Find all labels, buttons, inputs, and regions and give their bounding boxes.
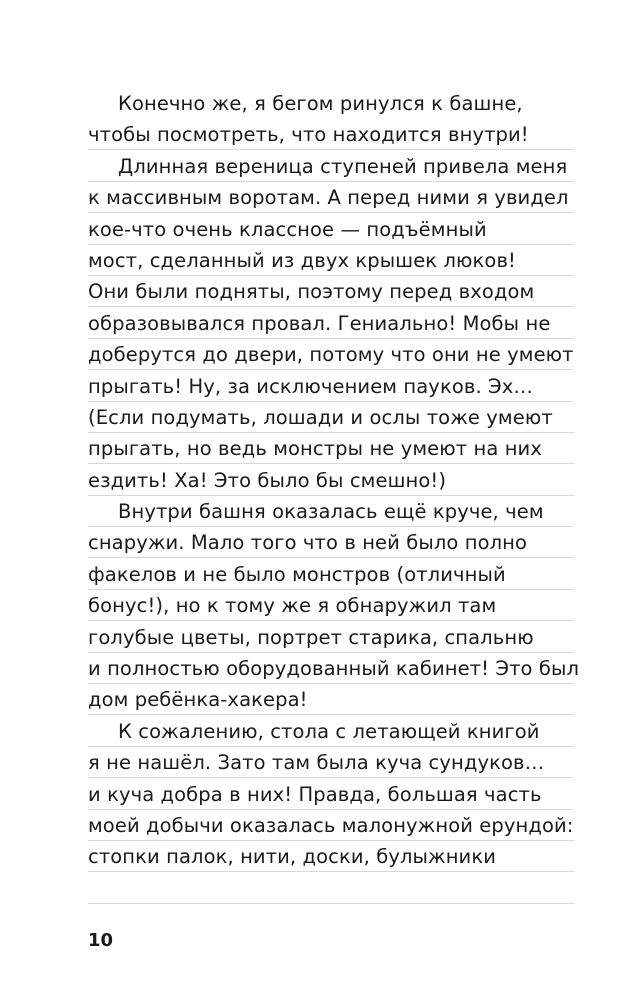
text-line: факелов и не было монстров (отличный <box>88 562 506 586</box>
text-line: ездить! Ха! Это было бы смешно!) <box>88 468 447 492</box>
text-line: Они были подняты, поэтому перед входом <box>88 280 535 304</box>
text-line: дом ребёнка-хакера! <box>88 688 308 712</box>
text-line: бонус!), но к тому же я обнаружил там <box>88 594 497 618</box>
text-line: и куча добра в них! Правда, большая часть <box>88 782 542 806</box>
text-line: к массивным воротам. А перед ними я увидел <box>88 186 569 210</box>
text-line: я не нашёл. Зато там была куча сундуков… <box>88 751 545 775</box>
text-line: моей добычи оказалась малонужной ерундой: <box>88 813 574 837</box>
ruled-line <box>88 872 574 903</box>
text-line: К сожалению, стола с летающей книгой <box>118 719 540 743</box>
text-line: прыгать, но ведь монстры не умеют на них <box>88 437 542 461</box>
text-line: Конечно же, я бегом ринулся к башне, <box>118 92 523 115</box>
text-line: Внутри башня оказалась ещё круче, чем <box>118 500 544 524</box>
page-number: 10 <box>88 930 114 951</box>
text-line: чтобы посмотреть, что находится внутри! <box>88 123 529 147</box>
text-line: (Если подумать, лошади и ослы тоже умеют <box>88 405 553 429</box>
text-line: снаружи. Мало того что в ней было полно <box>88 531 528 555</box>
body-text <box>88 88 588 873</box>
text-line: стопки палок, нити, доски, булыжники <box>88 845 496 869</box>
text-line: Длинная вереница ступеней привела меня <box>118 154 568 178</box>
text-line: прыгать! Ну, за исключением пауков. Эх… <box>88 374 533 398</box>
text-line: мост, сделанный из двух крышек люков! <box>88 248 516 272</box>
text-line: голубые цветы, портрет старика, спальню <box>88 625 534 649</box>
text-line: кое-что очень классное — подъёмный <box>88 217 487 241</box>
text-line: образовывался провал. Гениально! Мобы не <box>88 311 551 335</box>
text-line: доберутся до двери, потому что они не умеют <box>88 343 574 367</box>
text-line: и полностью оборудованный кабинет! Это был <box>88 657 580 681</box>
